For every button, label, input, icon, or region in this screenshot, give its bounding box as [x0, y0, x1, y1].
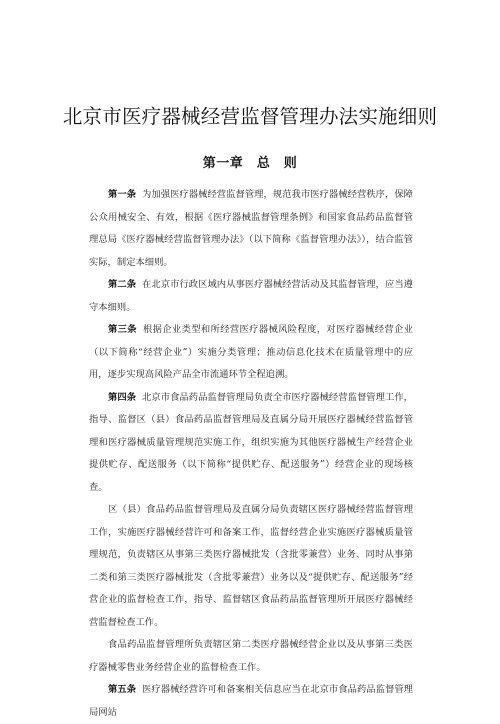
article-label: 第一条 [108, 189, 137, 200]
article-label: 第五条 [108, 684, 137, 695]
article-text: 在北京市行政区域内从事医疗器械经营活动及其监督管理，应当遵守本细则。 [89, 279, 413, 313]
article-3 [89, 319, 413, 387]
article-1 [89, 184, 413, 274]
article-label: 第四条 [108, 391, 137, 403]
article-label: 第三条 [108, 324, 137, 335]
paragraph-text: 区（县）食品药品监督管理局及直属分局负责辖区医疗器械经营监督管理工作，实施医疗器械经营许可和备案工作，监督经营企业实施医疗器械质量管理规范，负责辖区从事第三类医疗器械批发（含批零兼营）业务、同时从事第二类和第三类医疗器械批发（含批零兼营）业务以及“提供贮存、配送服务”经营企业的监督检查工作，指导、监督辖区食品药品监督管理所开展医疗器械经营监督检查工作。 [89, 504, 413, 628]
article-5 [89, 679, 413, 724]
paragraph-text: 食品药品监督管理所负责辖区第二类医疗器械经营企业以及从事第三类医疗器械零售业务经营企业的监督检查工作。 [89, 639, 413, 673]
article-4 [89, 387, 413, 500]
article-text: 根据企业类型和所经营医疗器械风险程度，对医疗器械经营企业（以下简称“经营企业”）实施分类管理；推动信息化技术在质量管理中的应用，逐步实现高风险产品全市流通环节全程追溯。 [89, 324, 413, 380]
chapter-heading: 第一章 总 则 [202, 156, 298, 171]
article-4-paragraph-3 [89, 634, 413, 679]
document-title: 北京市医疗器械经营监督管理办法实施细则 [62, 105, 438, 128]
article-text: 医疗器械经营许可和备案相关信息应当在北京市食品药品监督管理局网站 [89, 684, 413, 718]
article-label: 第二条 [108, 279, 137, 290]
document-body [89, 184, 413, 724]
article-4-paragraph-2 [89, 499, 413, 634]
article-text: 为加强医疗器械经营监督管理，规范我市医疗器械经营秩序，保障公众用械安全、有效，根据《医疗器械监督管理条例》和国家食品药品监督管理总局《医疗器械经营监督管理办法》（以下简称《监督管理办法》），结合监管实际，制定本细则。 [89, 189, 413, 268]
article-2 [89, 274, 413, 319]
article-text: 北京市食品药品监督管理局负责全市医疗器械经营监督管理工作，指导、监督区（县）食品药品监督管理局及直属分局开展医疗器械经营监督管理和医疗器械质量管理规范实施工作，组织实施为其他医疗器械生产经营企业提供贮存、配送服务（以下简称“提供贮存、配送服务”）经营企业的现场核查。 [89, 391, 413, 493]
